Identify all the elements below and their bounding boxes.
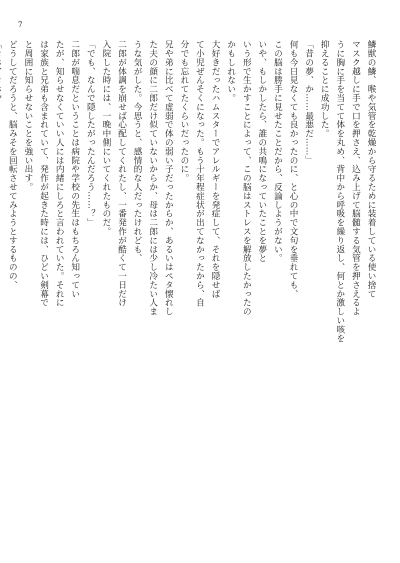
text-line: 二郎が喘息だということは病院や学校の先生はもちろん知ってい (69, 40, 80, 299)
text-line: たが、知らせなくていい人には内緒にしろと言われていた。それに (54, 40, 65, 307)
text-line: と周囲に知らせないことを強い出す。 (22, 40, 33, 192)
body-text (7, 40, 378, 540)
text-line: いう形で生かすことによって、この脳はストレスを解放したかったの (241, 40, 252, 316)
text-line: この脳は勝手に見せたことだから、反論しようがない。 (272, 40, 283, 263)
text-line: どうしてだろうと、脳みそを回転させてみようとするものの、 (7, 40, 18, 290)
page-number: 7 (18, 21, 23, 29)
text-line: 兄や弟に比べて虚弱で体の弱い子だったからか、あるいはペタ懐れし (163, 40, 174, 316)
text-line: た夫の顔に二郎だけ似ていないからか、母は二郎には少し冷たい人ま (147, 40, 158, 316)
text-line: いや、もしかしたら、誰の共鳴になっていたことを夢と (256, 40, 267, 263)
text-line: 「昔の夢、か……最悪だ……」 (303, 40, 314, 165)
text-line: マスク越しに手で口を押さえ、込み上げて脳髄する気管を押さえるよ (350, 40, 361, 316)
text-line: かもしれない。 (225, 40, 236, 103)
text-line: うに胸に手を当てて体を丸め、背中から呼吸を繰り返し、何とか激しい咳を (334, 40, 345, 343)
text-line: 抑えることに成功した。 (319, 40, 330, 138)
text-line: て小児ぜんそくになった。もう十年程症状が出てなかったから、自 (194, 40, 205, 307)
text-line: 何も今日見なくても良かったのに、と心の中で文句を垂れても、 (288, 40, 299, 299)
text-line: 入院した時には、一晩中側にいてくれたものだ。 (100, 40, 111, 236)
text-line (0, 40, 4, 540)
text-line: は家族と兄弟も含まれていて、発作が起きた時には、ひどい剣幕で (38, 40, 49, 307)
text-line: 「でも、なんで隠したがったんだろう……？」 (85, 40, 96, 227)
text-line: 大好きだったハムスターでアレルギーを発症して、それを隠せば (210, 40, 221, 299)
text-line: うな気がした。今思うと、感情的な人だったけれども、 (132, 40, 143, 263)
text-line: 分でも忘れてたくらいだったのに。 (178, 40, 189, 183)
text-line: 二郎が体調を崩せば心配してくれたし、一番発作が酷くて一日だけ (116, 40, 127, 307)
text-line: 鱗獣の鱗、喉や気管を乾燥から守るために装着している使い捨て (366, 40, 376, 299)
